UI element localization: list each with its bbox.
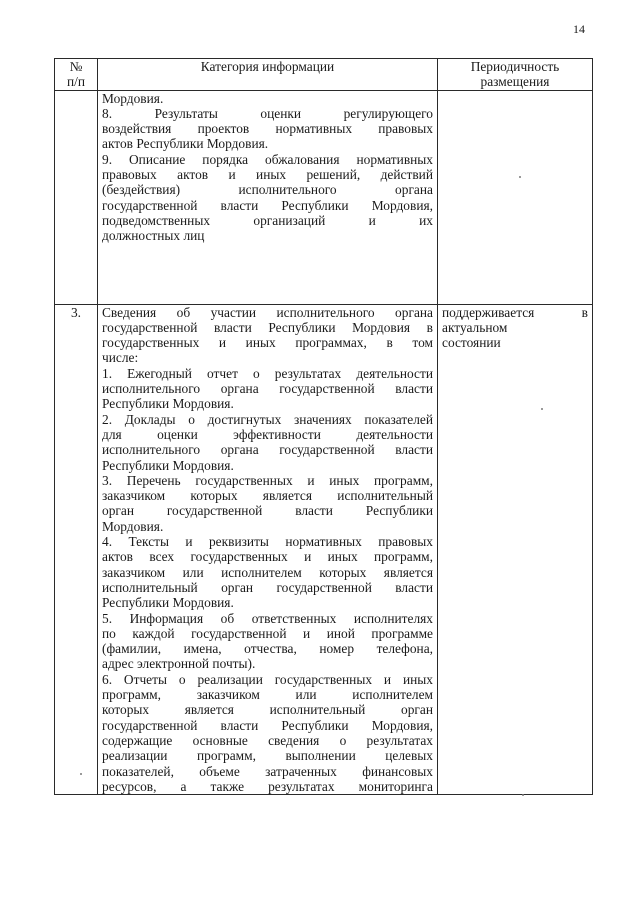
text-line: подведомственных организаций и их bbox=[102, 212, 433, 228]
page-number: 14 bbox=[573, 22, 585, 36]
text-line: заказчиком или исполнителем которых является bbox=[102, 564, 433, 580]
text-line: заказчиком которых является исполнительный bbox=[102, 488, 433, 504]
text-line: (бездействия) исполнительного органа bbox=[102, 182, 433, 198]
text-line: числе: bbox=[102, 350, 139, 366]
text-line: государственной власти Республики Мордовия в bbox=[102, 319, 433, 335]
text-line: государственной власти Республики Мордовия, bbox=[102, 197, 433, 213]
header-periodicity-line-2: размещения bbox=[480, 74, 550, 90]
text-line: которых является исполнительный орган bbox=[102, 702, 433, 718]
row-category-text bbox=[98, 304, 438, 795]
text-line: 2. Доклады о достигнутых значениях показателей bbox=[102, 411, 433, 427]
scan-speck bbox=[519, 176, 521, 178]
text-line: 9. Описание порядка обжалования нормативных bbox=[102, 151, 433, 167]
text-line: Республики Мордовия. bbox=[102, 595, 234, 611]
information-table bbox=[54, 58, 593, 795]
text-line: содержащие основные сведения о результатах bbox=[102, 732, 433, 748]
table-header-row bbox=[55, 59, 593, 91]
text-line: воздействия проектов нормативных правовых bbox=[102, 121, 433, 137]
row-category-text bbox=[98, 90, 438, 304]
header-number bbox=[55, 59, 98, 91]
text-line: по каждой государственной и иной программе bbox=[102, 625, 433, 641]
text-line: актов всех государственных и иных программ, bbox=[102, 549, 433, 565]
text-line: исполнительного органа государственной власти bbox=[102, 442, 433, 458]
header-number-line-2: п/п bbox=[66, 74, 86, 90]
text-line: ресурсов, а также результатах мониторинга bbox=[102, 778, 433, 794]
text-line: 8. Результаты оценки регулирующего bbox=[102, 105, 433, 121]
text-line: актов Республики Мордовия. bbox=[102, 136, 269, 152]
text-line: адрес электронной почты). bbox=[102, 656, 256, 672]
table-row bbox=[55, 304, 593, 795]
text-line: Республики Мордовия. bbox=[102, 457, 234, 473]
text-line: 3. Перечень государственных и иных программ, bbox=[102, 472, 433, 488]
text-line: реализации программ, выполнении целевых bbox=[102, 748, 433, 764]
text-line: Сведения об участии исполнительного органа bbox=[102, 304, 433, 320]
header-number-line-1: № bbox=[69, 59, 83, 74]
row-periodicity bbox=[438, 304, 593, 795]
text-line: должностных лиц bbox=[102, 228, 205, 244]
row-number bbox=[55, 90, 98, 304]
scan-speck bbox=[541, 408, 543, 410]
scan-speck bbox=[80, 773, 82, 775]
header-periodicity bbox=[438, 59, 593, 91]
text-line: государственных и иных программах, в том bbox=[102, 335, 433, 351]
header-periodicity-line-1: Периодичность bbox=[470, 59, 560, 74]
row-periodicity bbox=[438, 90, 593, 304]
periodicity-line-3: состоянии bbox=[442, 335, 501, 351]
text-line: орган государственной власти Республики bbox=[102, 503, 433, 519]
text-line: Мордовия. bbox=[102, 90, 164, 106]
text-line: правовых актов и иных решений, действий bbox=[102, 167, 433, 183]
text-line: (фамилии, имена, отчества, номер телефона, bbox=[102, 641, 433, 657]
text-line: Мордовия. bbox=[102, 518, 164, 534]
table-row bbox=[55, 90, 593, 304]
text-line: исполнительный орган государственной власти bbox=[102, 579, 433, 595]
text-line: исполнительного органа государственной власти bbox=[102, 381, 433, 397]
text-line: государственной власти Республики Мордовия, bbox=[102, 717, 433, 733]
periodicity-line-1 bbox=[442, 305, 588, 320]
row-number: 3. bbox=[55, 304, 98, 795]
text-line: 6. Отчеты о реализации государственных и иных bbox=[102, 671, 433, 687]
scan-speck bbox=[522, 794, 524, 796]
text-line: 1. Ежегодный отчет о результатах деятельности bbox=[102, 365, 433, 381]
header-category: Категория информации bbox=[98, 59, 438, 91]
text-line: Республики Мордовия. bbox=[102, 396, 234, 412]
periodicity-word-2: в bbox=[581, 304, 588, 320]
periodicity-word-1: поддерживается bbox=[442, 304, 535, 320]
text-line: 5. Информация об ответственных исполнителях bbox=[102, 610, 433, 626]
text-line: 4. Тексты и реквизиты нормативных правовых bbox=[102, 534, 433, 550]
text-line: для оценки эффективности деятельности bbox=[102, 426, 433, 442]
periodicity-line-2: актуальном bbox=[442, 319, 508, 335]
text-line: программ, заказчиком или исполнителем bbox=[102, 687, 433, 703]
text-line: показателей, объеме затраченных финансовых bbox=[102, 763, 433, 779]
